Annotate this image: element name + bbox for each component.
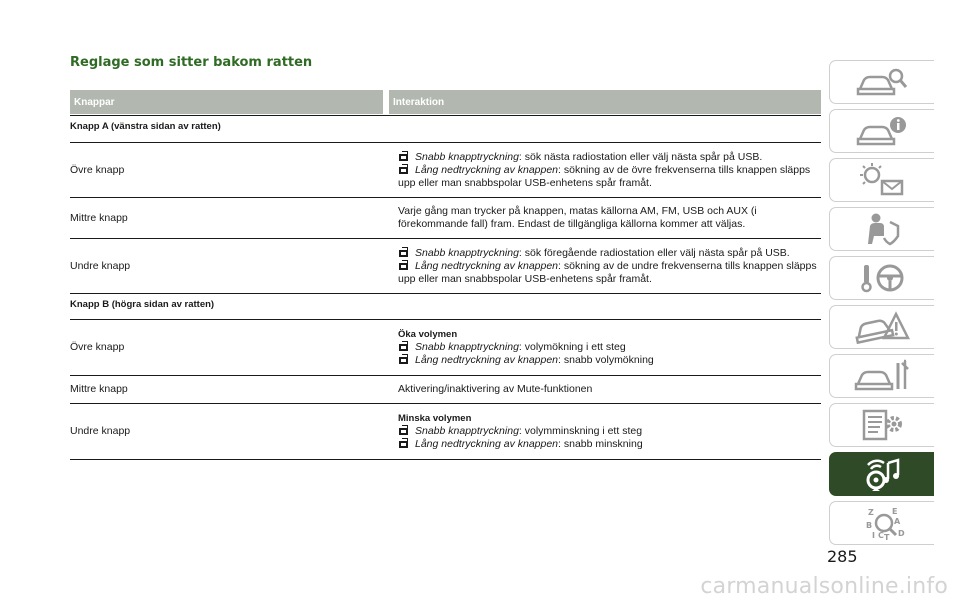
button-bullet-icon <box>398 425 410 436</box>
button-bullet-icon <box>398 438 410 449</box>
section-b-row <box>70 294 821 320</box>
chapter-tab[interactable] <box>829 403 934 447</box>
interaction-cell: Varje gång man trycker på knappen, matas källorna AM, FM, USB och AUX (i förekommande fall) fram. Endast de tillgängliga källorna kommer att väljas. <box>398 205 757 230</box>
index-letter: A <box>894 517 901 526</box>
chapter-tab[interactable] <box>829 305 934 349</box>
button-bullet-icon <box>398 164 410 175</box>
car-warning-icon <box>852 308 912 346</box>
table-row <box>70 143 821 198</box>
car-search-icon <box>852 63 912 101</box>
table-header <box>70 90 821 114</box>
chapter-tab[interactable] <box>829 158 934 202</box>
chapter-tab[interactable] <box>829 256 934 300</box>
interaction-cell: Öka volymen Snabb knapptryckning: volymökning i ett steg Lång nedtryckning av knappen: snabb volymökning <box>398 324 821 371</box>
interaction-cell: Snabb knapptryckning: sök föregående radiostation eller välj nästa spår på USB. Lång nedtryckning av knappen: sökning av de undre frekvenserna tills knappen släpps upp eller man snabbspolar USB-enhetens spår framåt. <box>398 246 817 285</box>
index-letter: T <box>884 533 890 542</box>
car-tools-icon <box>852 357 912 395</box>
table-row <box>70 320 821 376</box>
page-title: Reglage som sitter bakom ratten <box>70 55 313 70</box>
chapter-tab[interactable] <box>829 109 934 153</box>
seatbelt-person-icon <box>852 210 912 248</box>
button-name: Övre knapp <box>70 341 125 353</box>
button-bullet-icon <box>398 354 410 365</box>
index-letter: C <box>878 531 884 540</box>
section-b-title: Knapp B (högra sidan av ratten) <box>70 299 215 310</box>
chapter-tab[interactable] <box>829 60 934 104</box>
chapter-tab[interactable] <box>829 207 934 251</box>
button-name: Mittre knapp <box>70 383 128 395</box>
header-buttons: Knappar <box>74 97 115 108</box>
button-bullet-icon <box>398 341 410 352</box>
multimedia-icon <box>852 455 912 493</box>
interaction-cell: Minska volymen Snabb knapptryckning: volymminskning i ett steg Lång nedtryckning av knappen: snabb minskning <box>398 408 821 455</box>
controls-table <box>70 90 821 460</box>
index-letter: D <box>898 529 905 538</box>
chapter-sidebar <box>829 60 934 550</box>
table-row <box>70 404 821 460</box>
button-name: Mittre knapp <box>70 211 128 224</box>
list-gear-icon <box>852 406 912 444</box>
interaction-heading: Öka volymen <box>398 329 458 340</box>
button-bullet-icon <box>398 247 410 258</box>
car-info-icon <box>852 112 912 150</box>
button-bullet-icon <box>398 260 410 271</box>
interaction-heading: Minska volymen <box>398 413 472 424</box>
index-letter: Z <box>868 508 874 517</box>
table-row <box>70 376 821 404</box>
index-letter: I <box>872 531 875 540</box>
table-row <box>70 198 821 239</box>
table-row <box>70 239 821 294</box>
button-bullet-icon <box>398 151 410 162</box>
chapter-tab[interactable] <box>829 354 934 398</box>
header-interaction: Interaktion <box>393 97 445 108</box>
button-name: Undre knapp <box>70 259 131 272</box>
index-letters-icon <box>852 504 912 542</box>
chapter-tab-active[interactable] <box>829 452 934 496</box>
interaction-cell: Snabb knapptryckning: sök nästa radiostation eller välj nästa spår på USB. Lång nedtryckning av knappen: sökning av de övre frekvenserna tills knappen släpps upp eller man snabbspolar USB-enhetens spår framåt. <box>398 150 811 189</box>
steering-key-icon <box>852 259 912 297</box>
index-letter: B <box>866 521 873 530</box>
button-name: Övre knapp <box>70 163 125 176</box>
index-letter: E <box>892 507 898 516</box>
warning-lights-icon <box>852 161 912 199</box>
interaction-cell: Aktivering/inaktivering av Mute-funktionen <box>398 383 593 395</box>
section-a-row <box>70 116 821 143</box>
section-a-title: Knapp A (vänstra sidan av ratten) <box>70 121 221 132</box>
page-number: 285 <box>827 547 858 566</box>
chapter-tab[interactable] <box>829 501 934 545</box>
watermark: carmanualsonline.info <box>700 574 948 599</box>
button-name: Undre knapp <box>70 425 131 437</box>
